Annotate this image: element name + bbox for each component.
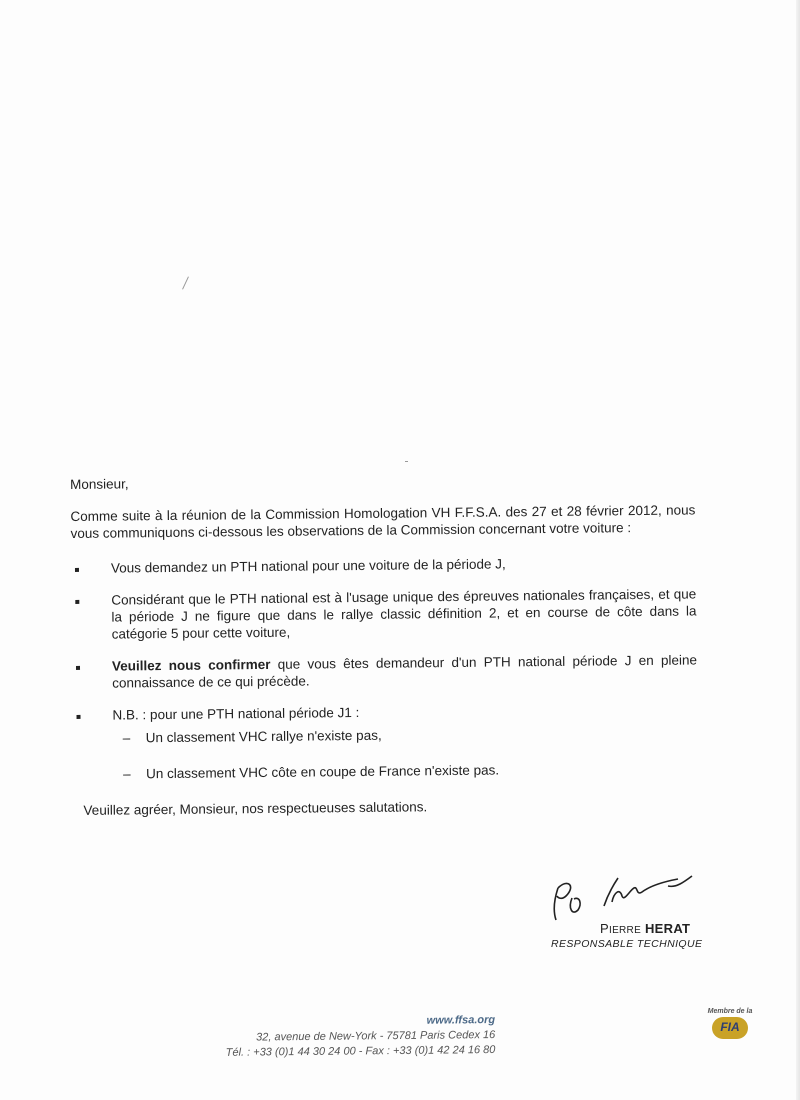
scan-speck (405, 461, 408, 462)
sub-list-item-text: Un classement VHC rallye n'existe pas, (145, 727, 382, 746)
list-item-text (112, 651, 697, 691)
scan-speck (182, 276, 189, 289)
closing-line: Veuillez agréer, Monsieur, nos respectueuses salutations. (83, 799, 428, 818)
list-item-text: N.B. : pour une PTH national période J1 : (112, 704, 360, 723)
footer-address: 32, avenue de New-York - 75781 Paris Cedex 16 (256, 1028, 496, 1044)
list-item-rest: que vous êtes demandeur d'un PTH national période J en pleine connaissance de ce qui précède. (112, 652, 698, 691)
signer-name (600, 921, 690, 936)
fia-logo (712, 1017, 748, 1039)
intro-paragraph: Comme suite à la réunion de la Commission Homologation VH F.F.S.A. des 27 et 28 février 2012, nous vous communiquons ci-dessous les observations de la Commission concernant votre voiture : (70, 502, 696, 541)
list-item (71, 585, 696, 643)
signer-first-initial: P (600, 921, 609, 936)
list-item-text: Vous demandez un PTH national pour une voiture de la période J, (110, 556, 506, 576)
dash-icon: – (122, 730, 131, 746)
fia-badge (695, 1008, 765, 1039)
list-item (72, 651, 697, 692)
handwritten-signature (550, 866, 700, 926)
signer-title: RESPONSABLE TECHNIQUE (551, 938, 703, 950)
sub-list-item (113, 759, 698, 782)
signer-last-name: HERAT (644, 921, 691, 936)
letter-body (70, 469, 699, 819)
sub-list (113, 723, 699, 782)
list-item (72, 700, 698, 783)
fia-logo-text: FIA (720, 1020, 740, 1034)
observations-list (71, 553, 698, 783)
list-item-text: Considérant que le PTH national est à l'usage unique des épreuves nationales françaises, et que la période J ne figure que dans le rallye classic définition 2, et en course de côte dans la catégorie 5 pour cette voiture, (111, 586, 697, 642)
sub-list-item-text: Un classement VHC côte en coupe de France n'existe pas. (146, 762, 500, 782)
bullet-icon (76, 666, 80, 670)
signer-first-rest: IERRE (608, 925, 642, 936)
list-item (71, 553, 696, 577)
bullet-icon (75, 600, 79, 604)
footer (160, 1013, 495, 1062)
emphasis-text: Veuillez nous confirmer (111, 656, 271, 674)
sub-list-item (113, 723, 698, 746)
bullet-icon (75, 568, 79, 572)
scan-edge (796, 0, 800, 1100)
dash-icon: – (123, 766, 131, 782)
footer-phone: Tél. : +33 (0)1 44 30 24 00 - Fax : +33 (0)1 42 24 16 80 (225, 1043, 496, 1059)
fia-caption: Membre de la (707, 1008, 753, 1015)
salutation: Monsieur, (70, 476, 129, 492)
bullet-icon (77, 715, 81, 719)
website-link[interactable]: www.ffsa.org (426, 1013, 496, 1027)
